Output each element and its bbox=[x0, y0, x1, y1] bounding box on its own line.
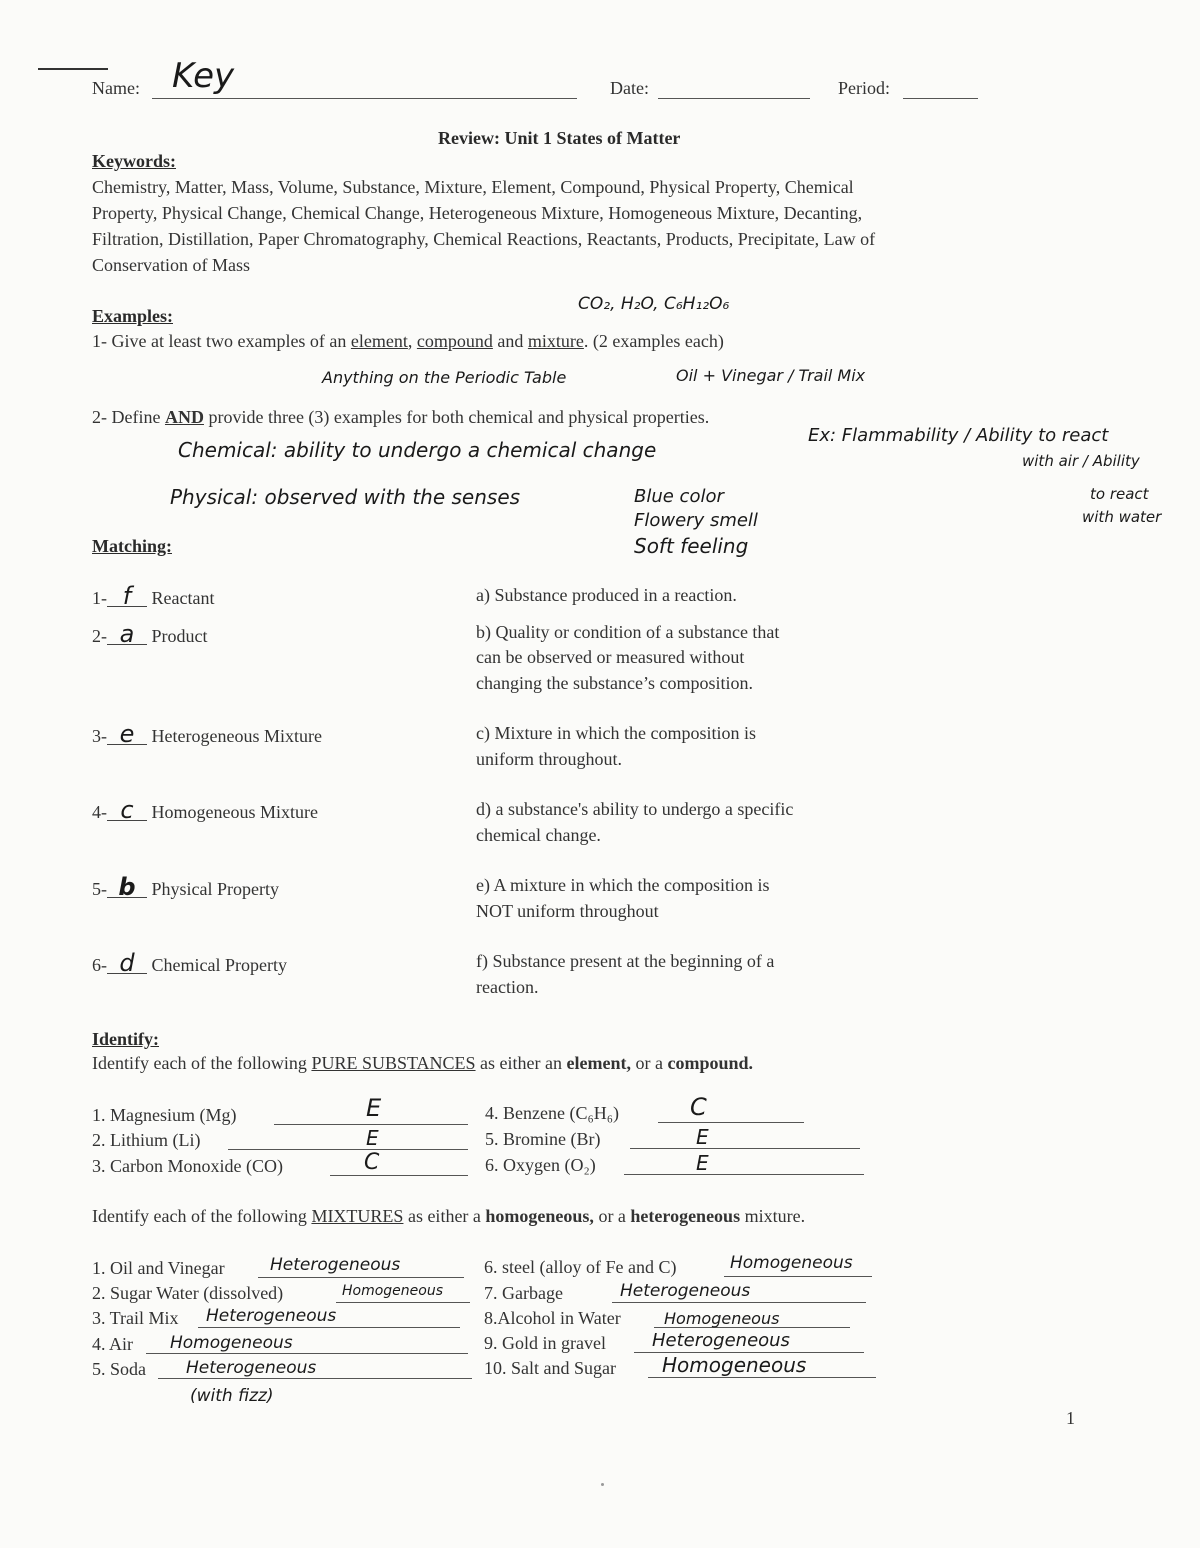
examples-question-1: 1- Give at least two examples of an element, compound and mixture. (2 examples each) bbox=[92, 331, 724, 351]
answer-line bbox=[198, 1327, 460, 1328]
mixture-answer: Oil + Vinegar / Trail Mix bbox=[676, 366, 866, 385]
keywords-line: Conservation of Mass bbox=[92, 255, 250, 275]
mixture-item: 10. Salt and Sugar bbox=[484, 1358, 616, 1378]
mixture-item: 4. Air bbox=[92, 1334, 134, 1354]
matching-definition: can be observed or measured without bbox=[476, 647, 745, 667]
pure-item: 4. Benzene (C₆H₆) bbox=[485, 1103, 620, 1123]
mixture-item: 9. Gold in gravel bbox=[484, 1333, 606, 1353]
mixture-answer: Homogeneous bbox=[170, 1333, 293, 1353]
answer-line bbox=[724, 1276, 872, 1277]
soda-note: (with fizz) bbox=[190, 1386, 274, 1406]
matching-definition: changing the substance’s composition. bbox=[476, 673, 753, 693]
pure-answer: C bbox=[364, 1150, 380, 1175]
matching-definition: e) A mixture in which the composition is bbox=[476, 875, 770, 895]
pure-item: 6. Oxygen (O₂) bbox=[485, 1155, 596, 1175]
mixture-item: 3. Trail Mix bbox=[92, 1308, 179, 1328]
matching-answer: e bbox=[107, 724, 147, 745]
scan-speck bbox=[601, 1483, 604, 1486]
element-answer: Anything on the Periodic Table bbox=[322, 368, 567, 387]
pure-answer: E bbox=[696, 1151, 709, 1175]
answer-line bbox=[274, 1124, 468, 1125]
mixture-item: 1. Oil and Vinegar bbox=[92, 1258, 225, 1278]
page-title: Review: Unit 1 States of Matter bbox=[438, 128, 681, 148]
answer-line bbox=[258, 1277, 464, 1278]
pure-answer: C bbox=[690, 1093, 707, 1121]
pen-stroke bbox=[38, 68, 108, 70]
mixture-item: 5. Soda bbox=[92, 1359, 146, 1379]
mixture-answer: Heterogeneous bbox=[652, 1330, 790, 1351]
answer-line bbox=[658, 1122, 804, 1123]
mixture-answer: Homogeneous bbox=[730, 1253, 853, 1273]
mixture-item: 7. Garbage bbox=[484, 1283, 563, 1303]
physical-definition: Physical: observed with the senses bbox=[170, 485, 521, 509]
chemical-example: with air / Ability bbox=[1022, 452, 1140, 470]
chemical-example: to react bbox=[1090, 485, 1149, 503]
date-line bbox=[658, 98, 810, 99]
matching-definition: uniform throughout. bbox=[476, 749, 622, 769]
matching-definition: chemical change. bbox=[476, 825, 601, 845]
physical-example: Soft feeling bbox=[634, 534, 749, 558]
period-line bbox=[903, 98, 978, 99]
matching-definition: b) Quality or condition of a substance that bbox=[476, 622, 780, 642]
answer-line bbox=[146, 1353, 468, 1354]
pure-answer: E bbox=[696, 1125, 709, 1149]
mixture-answer: Heterogeneous bbox=[186, 1358, 317, 1378]
pure-answer: E bbox=[366, 1126, 379, 1150]
mixture-item: 8.Alcohol in Water bbox=[484, 1308, 621, 1328]
period-label: Period: bbox=[838, 78, 890, 98]
pure-answer: E bbox=[366, 1094, 382, 1122]
mixtures-instruction: Identify each of the following MIXTURES as either a homogeneous, or a heterogeneous mixture. bbox=[92, 1206, 806, 1226]
mixture-item: 2. Sugar Water (dissolved) bbox=[92, 1283, 284, 1303]
matching-term-row: 2- a Product bbox=[92, 620, 208, 648]
matching-term-row: 5- b Physical Property bbox=[92, 873, 279, 901]
mixture-answer: Homogeneous bbox=[342, 1283, 444, 1299]
answer-line bbox=[228, 1149, 468, 1150]
examples-heading: Examples: bbox=[92, 306, 173, 326]
pure-item: 1. Magnesium (Mg) bbox=[92, 1105, 237, 1125]
name-label: Name: bbox=[92, 78, 140, 98]
answer-line bbox=[624, 1174, 864, 1175]
pure-substances-instruction: Identify each of the following PURE SUBSTANCES as either an element, or a compound. bbox=[92, 1053, 753, 1073]
answer-line bbox=[330, 1175, 468, 1176]
physical-example: Flowery smell bbox=[634, 510, 758, 531]
mixture-answer: Heterogeneous bbox=[620, 1281, 751, 1301]
pure-item: 3. Carbon Monoxide (CO) bbox=[92, 1156, 283, 1176]
compound-answer: CO₂, H₂O, C₆H₁₂O₆ bbox=[578, 294, 730, 314]
mixture-answer: Heterogeneous bbox=[206, 1306, 337, 1326]
matching-term-row: 6- d Chemical Property bbox=[92, 949, 287, 977]
identify-heading: Identify: bbox=[92, 1029, 159, 1049]
matching-definition: d) a substance's ability to undergo a specific bbox=[476, 799, 794, 819]
mixture-item: 6. steel (alloy of Fe and C) bbox=[484, 1257, 677, 1277]
matching-definition: reaction. bbox=[476, 977, 539, 997]
matching-heading: Matching: bbox=[92, 536, 172, 556]
mixture-answer: Homogeneous bbox=[662, 1353, 807, 1377]
answer-line bbox=[336, 1302, 470, 1303]
keywords-line: Property, Physical Change, Chemical Change, Heterogeneous Mixture, Homogeneous Mixture, Decanting, bbox=[92, 203, 863, 223]
matching-definition: NOT uniform throughout bbox=[476, 901, 659, 921]
keywords-line: Filtration, Distillation, Paper Chromatography, Chemical Reactions, Reactants, Products, Precipitate, Law of bbox=[92, 229, 876, 249]
chemical-example: with water bbox=[1082, 508, 1162, 526]
keywords-line: Chemistry, Matter, Mass, Volume, Substance, Mixture, Element, Compound, Physical Property, Chemical bbox=[92, 177, 854, 197]
chemical-definition: Chemical: ability to undergo a chemical change bbox=[178, 438, 657, 462]
chemical-example: Ex: Flammability / Ability to react bbox=[808, 425, 1109, 446]
page-number: 1 bbox=[1066, 1408, 1075, 1428]
matching-answer: a bbox=[107, 624, 147, 645]
answer-line bbox=[648, 1377, 876, 1378]
name-line bbox=[152, 98, 577, 99]
physical-example: Blue color bbox=[634, 486, 724, 507]
answer-line bbox=[630, 1148, 860, 1149]
matching-term-row: 1- f Reactant bbox=[92, 582, 215, 610]
keywords-heading: Keywords: bbox=[92, 151, 176, 171]
matching-answer: d bbox=[107, 953, 147, 974]
matching-definition: c) Mixture in which the composition is bbox=[476, 723, 756, 743]
pure-item: 5. Bromine (Br) bbox=[485, 1129, 601, 1149]
name-value: Key bbox=[172, 56, 235, 96]
matching-definition: f) Substance present at the beginning of a bbox=[476, 951, 775, 971]
matching-answer: b bbox=[107, 877, 147, 898]
examples-question-2: 2- Define AND provide three (3) examples for both chemical and physical properties. bbox=[92, 407, 710, 427]
matching-term-row: 4- c Homogeneous Mixture bbox=[92, 796, 318, 824]
date-label: Date: bbox=[610, 78, 649, 98]
matching-answer: c bbox=[107, 800, 147, 821]
answer-line bbox=[612, 1302, 866, 1303]
pure-item: 2. Lithium (Li) bbox=[92, 1130, 201, 1150]
mixture-answer: Heterogeneous bbox=[270, 1255, 401, 1275]
answer-line bbox=[158, 1378, 472, 1379]
matching-term-row: 3- e Heterogeneous Mixture bbox=[92, 720, 322, 748]
matching-definition: a) Substance produced in a reaction. bbox=[476, 585, 737, 605]
matching-answer: f bbox=[107, 586, 147, 607]
mixture-answer: Homogeneous bbox=[664, 1309, 780, 1328]
